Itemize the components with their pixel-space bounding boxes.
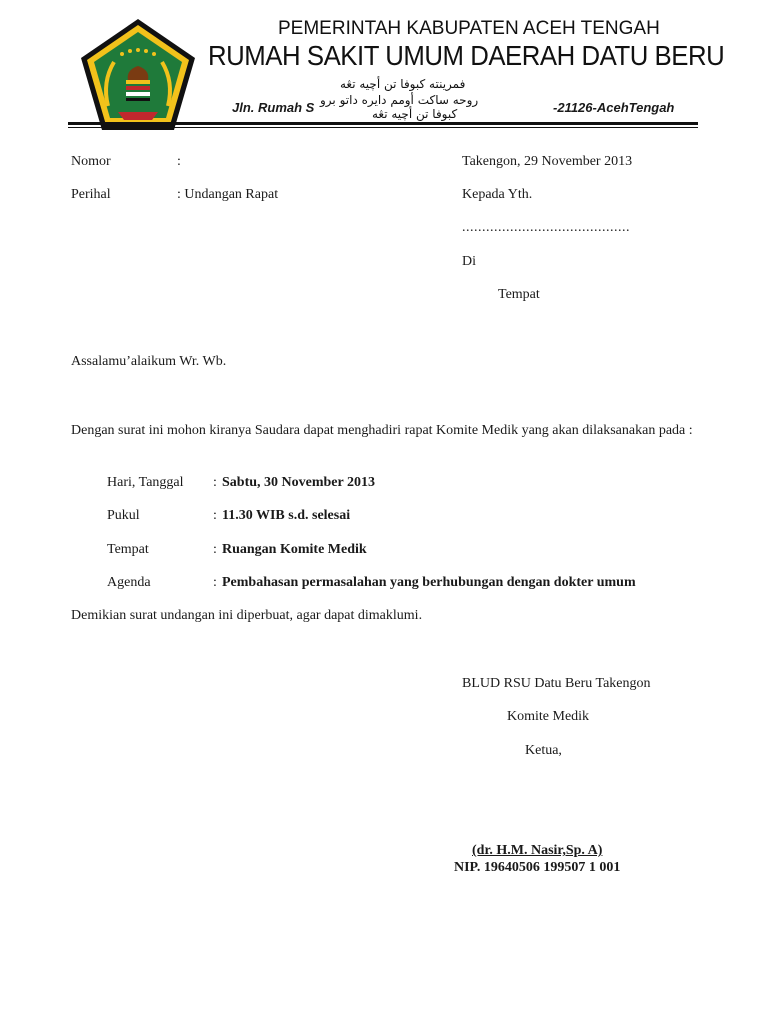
nomor-value: : (177, 154, 181, 169)
jawi-line-1: فمرينته كبوفا تن أچيه تڠه (340, 77, 466, 91)
di-label: Di (462, 254, 476, 269)
header-rule-thick (68, 122, 698, 125)
tempat-label: Tempat (498, 287, 540, 302)
nomor-label: Nomor (71, 154, 111, 169)
detail-value-date: Sabtu, 30 November 2013 (222, 475, 375, 490)
recipient-label: Kepada Yth. (462, 187, 533, 202)
signatory-nip: NIP. 19640506 199507 1 001 (454, 860, 621, 875)
header-rule-thin (68, 127, 698, 128)
government-title: PEMERINTAH KABUPATEN ACEH TENGAH (278, 18, 660, 39)
recipient-placeholder: .......................................... (462, 220, 630, 235)
jawi-line-3: كبوفا تن أچيه تڠه (372, 107, 458, 121)
detail-label-date: Hari, Tanggal (107, 475, 184, 490)
detail-colon: : (213, 475, 217, 490)
signatory-name: (dr. H.M. Nasir,Sp. A) (472, 843, 603, 858)
perihal-value: : Undangan Rapat (177, 187, 279, 202)
detail-label-agenda: Agenda (107, 575, 151, 590)
detail-colon: : (213, 508, 217, 523)
jawi-line-2: روحه ساكت أومم دايره داتو برو (320, 93, 479, 107)
signature-role: Ketua, (525, 743, 562, 758)
detail-value-time: 11.30 WIB s.d. selesai (222, 508, 351, 523)
detail-label-time: Pukul (107, 508, 140, 523)
detail-colon: : (213, 575, 217, 590)
greeting: Assalamu’alaikum Wr. Wb. (71, 354, 227, 369)
hospital-title: RUMAH SAKIT UMUM DAERAH DATU BERU (208, 40, 725, 71)
detail-label-place: Tempat (107, 542, 149, 557)
letter-date: Takengon, 29 November 2013 (462, 154, 633, 169)
body-paragraph: Dengan surat ini mohon kiranya Saudara dapat menghadiri rapat Komite Medik yang akan dilaksanakan pada : (71, 423, 693, 438)
detail-value-agenda: Pembahasan permasalahan yang berhubungan dengan dokter umum (222, 575, 636, 590)
address-left: Jln. Rumah S (232, 100, 315, 115)
address-right: -21126-AcehTengah (553, 100, 675, 115)
perihal-label: Perihal (71, 187, 111, 202)
regency-emblem-logo (78, 16, 198, 134)
detail-colon: : (213, 542, 217, 557)
signature-committee: Komite Medik (507, 709, 590, 724)
detail-value-place: Ruangan Komite Medik (222, 542, 367, 557)
closing-sentence: Demikian surat undangan ini diperbuat, agar dapat dimaklumi. (71, 608, 423, 623)
signature-org: BLUD RSU Datu Beru Takengon (462, 676, 651, 691)
